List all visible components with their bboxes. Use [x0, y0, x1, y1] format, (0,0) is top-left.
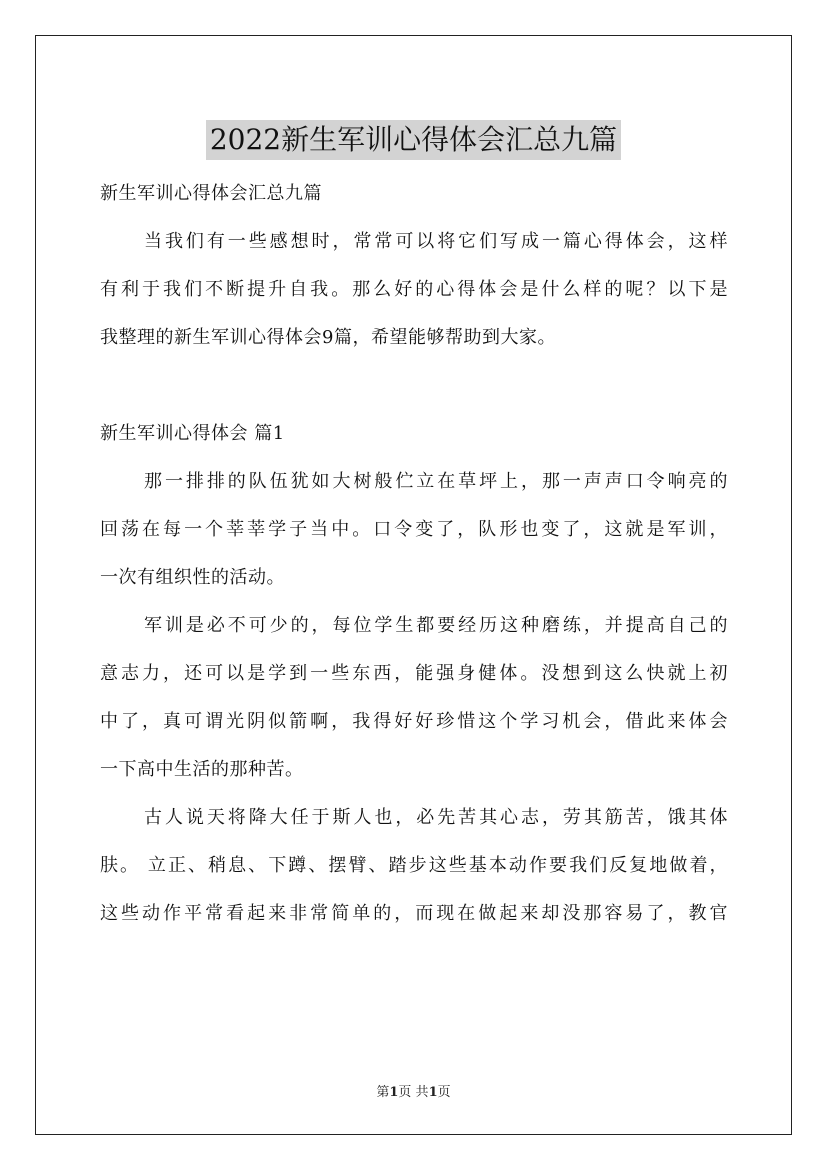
- paragraph-line: 回荡在每一个莘莘学子当中。口令变了，队形也变了，这就是军训，: [100, 519, 728, 540]
- paragraph-line: 一次有组织性的活动。: [100, 567, 285, 588]
- intro-line: 有利于我们不断提升自我。那么好的心得体会是什么样的呢？以下是: [100, 279, 728, 300]
- paragraph-line: 中了，真可谓光阴似箭啊，我得好好珍惜这个学习机会，借此来体会: [100, 711, 728, 732]
- paragraph-line: 那一排排的队伍犹如大树般伫立在草坪上，那一声声口令响亮的: [144, 471, 728, 492]
- document-title: 2022新生军训心得体会汇总九篇: [206, 120, 621, 160]
- page-footer: [0, 1084, 827, 1102]
- footer-total-pages: 1: [428, 1085, 438, 1100]
- intro-line: 我整理的新生军训心得体会9篇，希望能够帮助到大家。: [100, 327, 556, 348]
- paragraph-3: [100, 794, 728, 938]
- paragraph-2: [100, 602, 728, 794]
- footer-prefix: 第: [376, 1085, 390, 1100]
- paragraph-line: 军训是必不可少的，每位学生都要经历这种磨练，并提高自己的: [144, 615, 728, 636]
- footer-mid: 页 共: [398, 1085, 429, 1100]
- paragraph-1: [100, 458, 728, 602]
- paragraph-line: 古人说天将降大任于斯人也，必先苦其心志，劳其筋苦，饿其体: [144, 807, 728, 828]
- paragraph-line: 意志力，还可以是学到一些东西，能强身健体。没想到这么快就上初: [100, 663, 728, 684]
- paragraph-line: 一下高中生活的那种苦。: [100, 759, 304, 780]
- document-subtitle: 新生军训心得体会汇总九篇: [100, 183, 322, 204]
- paragraph-line: 这些动作平常看起来非常简单的，而现在做起来却没那容易了，教官: [100, 903, 728, 924]
- section-heading: 新生军训心得体会 篇1: [100, 423, 285, 444]
- footer-current-page: 1: [389, 1085, 399, 1100]
- intro-line: 当我们有一些感想时，常常可以将它们写成一篇心得体会，这样: [144, 231, 728, 252]
- document-body: [100, 170, 728, 938]
- title-container: [0, 101, 827, 179]
- footer-suffix: 页: [437, 1085, 451, 1100]
- spacer: [100, 362, 728, 410]
- paragraph-line: 肤。 立正、稍息、下蹲、摆臂、踏步这些基本动作要我们反复地做着，: [100, 855, 728, 876]
- intro-paragraph: [100, 218, 728, 362]
